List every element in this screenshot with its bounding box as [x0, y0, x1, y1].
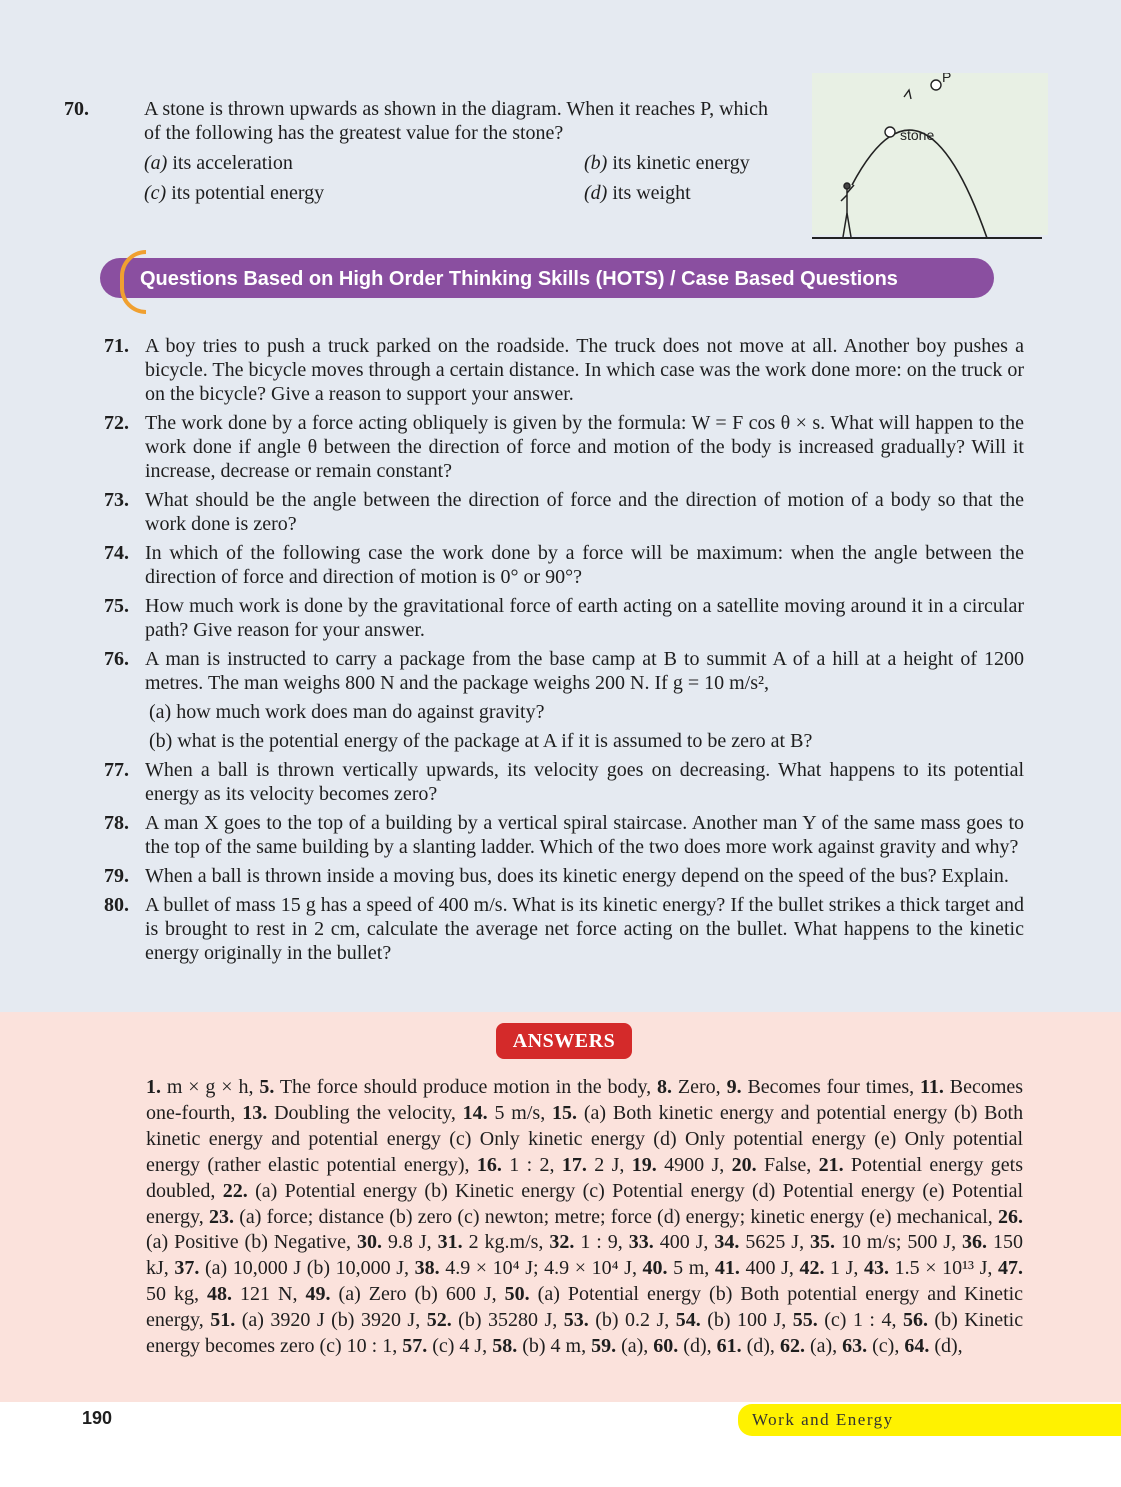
answer-text: (a) 3920 J (b) 3920 J, — [241, 1309, 421, 1332]
question-text: A bullet of mass 15 g has a speed of 400 m/s. What is its kinetic energy? If the bullet strikes a thick target and is brought to rest in 2 cm, calculate the average net force acting on the bullet. What happens to the kinetic energy originally in the bullet? — [145, 894, 1024, 964]
answer-text: 50 kg, — [146, 1283, 200, 1306]
question-number: 79. — [104, 865, 129, 887]
answer-number: 22. — [222, 1179, 248, 1202]
answer-text: False, — [763, 1153, 812, 1176]
answer-number: 53. — [563, 1309, 589, 1332]
answer-text: (d), — [746, 1335, 775, 1358]
question-70-options — [144, 149, 784, 209]
answer-number: 35. — [810, 1231, 836, 1254]
answer-number: 15. — [552, 1101, 578, 1124]
answer-number: 52. — [426, 1309, 452, 1332]
answer-text: 5 m/s, — [494, 1101, 546, 1124]
answer-number: 34. — [714, 1231, 740, 1254]
answer-number: 59. — [591, 1335, 617, 1358]
answer-number: 21. — [818, 1153, 844, 1176]
question-item — [104, 541, 1024, 589]
answer-number: 19. — [631, 1153, 657, 1176]
answer-text: (a) Potential energy (b) Both potential energy and Kinetic energy, — [146, 1283, 1024, 1332]
answer-text: (b) 100 J, — [707, 1309, 787, 1332]
answer-number: 9. — [726, 1076, 742, 1098]
answer-text: (a) Potential energy (b) Kinetic energy (c) Potential energy (d) Potential energy (e) Potential energy, — [146, 1179, 1024, 1228]
answer-text: (c) 1 : 4, — [824, 1309, 897, 1332]
answer-text: Becomes one-fourth, — [146, 1076, 1024, 1124]
question-number: 72. — [104, 412, 129, 434]
hots-question-list — [104, 334, 1024, 970]
answer-text: (a) Both kinetic energy and potential energy (b) Both kinetic energy and potential energy (c) Only kinetic energy (d) Only potential energy (e) Only potential energy (rather elastic potential energy), — [146, 1101, 1024, 1176]
answer-text: (a) Positive (b) Negative, — [146, 1231, 352, 1254]
option-c: (c) its potential energy — [144, 182, 325, 204]
question-text: When a ball is thrown vertically upwards, its velocity goes on decreasing. What happens to its potential energy as its velocity becomes zero? — [145, 759, 1024, 805]
answer-text: 5 m, — [673, 1257, 710, 1280]
question-text: A stone is thrown upwards as shown in the diagram. When it reaches P, which of the following has the greatest value for the stone? — [144, 98, 768, 144]
answer-number: 8. — [657, 1076, 673, 1098]
option-d: (d) its weight — [584, 182, 691, 204]
answer-number: 64. — [904, 1335, 930, 1358]
answer-text: 150 kJ, — [146, 1231, 1023, 1280]
question-item — [104, 411, 1024, 483]
question-number: 77. — [104, 759, 129, 781]
answer-number: 23. — [208, 1205, 234, 1228]
projectile-diagram — [812, 73, 1048, 245]
answer-text: (d), — [934, 1335, 963, 1358]
answer-number: 57. — [402, 1335, 428, 1358]
answer-text: Doubling the velocity, — [274, 1101, 456, 1124]
answer-text: (c), — [872, 1335, 900, 1358]
answer-number: 20. — [731, 1153, 757, 1176]
answer-text: (a), — [809, 1335, 838, 1358]
stone-marker — [885, 127, 895, 137]
answer-number: 14. — [462, 1101, 488, 1124]
answer-number: 40. — [642, 1257, 668, 1280]
answer-number: 1. — [146, 1076, 161, 1098]
question-item — [104, 758, 1024, 806]
answer-text: 2 kg.m/s, — [468, 1231, 544, 1254]
question-70 — [64, 97, 784, 209]
answer-text: 4.9 × 10⁴ J; 4.9 × 10⁴ J, — [445, 1257, 637, 1280]
question-item — [104, 488, 1024, 536]
question-item — [104, 893, 1024, 965]
answer-text: Becomes four times, — [747, 1076, 915, 1098]
question-number: 78. — [104, 812, 129, 834]
answer-number: 48. — [207, 1283, 233, 1306]
answers-heading: ANSWERS — [496, 1023, 632, 1059]
answer-text: 5625 J, — [745, 1231, 805, 1254]
answer-text: (c) 4 J, — [432, 1335, 488, 1358]
question-item — [104, 594, 1024, 642]
answer-number: 55. — [792, 1309, 818, 1332]
answer-text: 121 N, — [240, 1283, 298, 1306]
question-number: 75. — [104, 595, 129, 617]
answer-text: 9.8 J, — [387, 1231, 432, 1254]
answer-text: (b) 0.2 J, — [595, 1309, 670, 1332]
question-text: How much work is done by the gravitational force of earth acting on a satellite moving around it in a circular path? Give reason for your answer. — [145, 595, 1024, 641]
answer-number: 41. — [714, 1257, 740, 1280]
question-text: A man is instructed to carry a package from the base camp at B to summit A of a hill at a height of 1200 metres. The man weighs 800 N and the package weighs 200 N. If g = 10 m/s², — [145, 648, 1024, 694]
question-number: 74. — [104, 542, 129, 564]
question-number: 70. — [64, 98, 89, 120]
question-text: A boy tries to push a truck parked on the roadside. The truck does not move at all. Another boy pushes a bicycle. The bicycle moves through a certain distance. In which case was the work done more: on the truck or on the bicycle? Give a reason to support your answer. — [145, 335, 1024, 405]
answer-text: 1 : 9, — [580, 1231, 623, 1254]
answer-number: 36. — [962, 1231, 988, 1254]
answer-number: 47. — [998, 1257, 1024, 1280]
question-text: In which of the following case the work done by a force will be maximum: when the angle between the direction of force and direction of motion is 0° or 90°? — [145, 542, 1024, 588]
answer-text: 400 J, — [745, 1257, 794, 1280]
point-p-marker — [931, 80, 941, 90]
answer-number: 37. — [174, 1257, 200, 1280]
answer-text: 4900 J, — [664, 1153, 725, 1176]
answer-text: 1 J, — [830, 1257, 859, 1280]
answer-number: 32. — [549, 1231, 575, 1254]
answer-number: 62. — [779, 1335, 805, 1358]
answer-number: 33. — [628, 1231, 654, 1254]
answer-number: 43. — [864, 1257, 890, 1280]
answer-number: 42. — [799, 1257, 825, 1280]
answer-number: 63. — [842, 1335, 868, 1358]
answer-number: 31. — [437, 1231, 463, 1254]
answer-text: 1.5 × 10¹³ J, — [894, 1257, 993, 1280]
answer-text: (b) 35280 J, — [458, 1309, 558, 1332]
answer-number: 17. — [561, 1153, 587, 1176]
option-b: (b) its kinetic energy — [584, 152, 750, 174]
answer-number: 11. — [920, 1076, 944, 1098]
question-item — [104, 864, 1024, 888]
answer-number: 26. — [998, 1205, 1023, 1228]
answer-text: (a) Zero (b) 600 J, — [338, 1283, 497, 1306]
answer-text: (a) force; distance (b) zero (c) newton; metre; force (d) energy; kinetic energy (e) mechanical, — [239, 1205, 993, 1228]
option-a: (a) its acceleration — [144, 152, 293, 174]
answer-text: Potential energy gets doubled, — [146, 1153, 1024, 1202]
answer-text: 2 J, — [594, 1153, 625, 1176]
answer-text: 10 m/s; 500 J, — [840, 1231, 957, 1254]
question-text: The work done by a force acting obliquely is given by the formula: W = F cos θ × s. What will happen to the work done if angle θ between the direction of force and motion of the body is increased gradually? Will it increase, decrease or remain constant? — [145, 412, 1024, 482]
answer-number: 5. — [259, 1076, 275, 1098]
answer-text: Zero, — [677, 1076, 721, 1098]
section-title: Questions Based on High Order Thinking Skills (HOTS) / Case Based Questions — [140, 268, 898, 290]
question-70-stem — [64, 97, 784, 145]
question-number: 73. — [104, 489, 129, 511]
question-text: A man X goes to the top of a building by a vertical spiral staircase. Another man Y of the same mass goes to the top of the same building by a slanting ladder. Which of the two does more work against gravity and why? — [145, 812, 1024, 858]
page-number: 190 — [82, 1408, 113, 1428]
question-item — [104, 647, 1024, 753]
answer-text: (d), — [683, 1335, 712, 1358]
answer-number: 51. — [210, 1309, 236, 1332]
answer-text: m × g × h, — [166, 1076, 254, 1098]
question-text: What should be the angle between the direction of force and the direction of motion of a body so that the work done is zero? — [145, 489, 1024, 535]
answer-number: 30. — [356, 1231, 382, 1254]
label-stone: stone — [900, 127, 935, 143]
answer-number: 61. — [716, 1335, 742, 1358]
answer-text: 400 J, — [659, 1231, 709, 1254]
answer-text: (b) Kinetic energy becomes zero (c) 10 : 1, — [146, 1309, 1024, 1358]
question-number: 80. — [104, 894, 129, 916]
answer-text: The force should produce motion in the body, — [279, 1076, 652, 1098]
answer-number: 60. — [653, 1335, 679, 1358]
chapter-title: Work and Energy — [752, 1410, 894, 1429]
answer-number: 54. — [675, 1309, 701, 1332]
question-number: 71. — [104, 335, 129, 357]
answer-text: (a), — [621, 1335, 649, 1358]
answer-text: (b) 4 m, — [522, 1335, 587, 1358]
answer-number: 56. — [902, 1309, 928, 1332]
answer-text: 1 : 2, — [509, 1153, 555, 1176]
question-item — [104, 811, 1024, 859]
sub-question: (b) what is the potential energy of the package at A if it is assumed to be zero at B? — [149, 730, 813, 752]
question-item — [104, 334, 1024, 406]
question-text: When a ball is thrown inside a moving bus, does its kinetic energy depend on the speed of the bus? Explain. — [145, 865, 1009, 887]
sub-question: (a) how much work does man do against gravity? — [149, 701, 545, 723]
question-number: 76. — [104, 648, 129, 670]
answer-number: 58. — [492, 1335, 518, 1358]
answer-number: 50. — [504, 1283, 530, 1306]
answer-number: 38. — [414, 1257, 440, 1280]
answer-number: 13. — [242, 1101, 268, 1124]
answers-paragraph — [146, 1075, 1023, 1360]
answer-number: 49. — [305, 1283, 331, 1306]
answer-number: 16. — [476, 1153, 502, 1176]
label-p: P — [942, 73, 952, 85]
answer-text: (a) 10,000 J (b) 10,000 J, — [204, 1257, 410, 1280]
